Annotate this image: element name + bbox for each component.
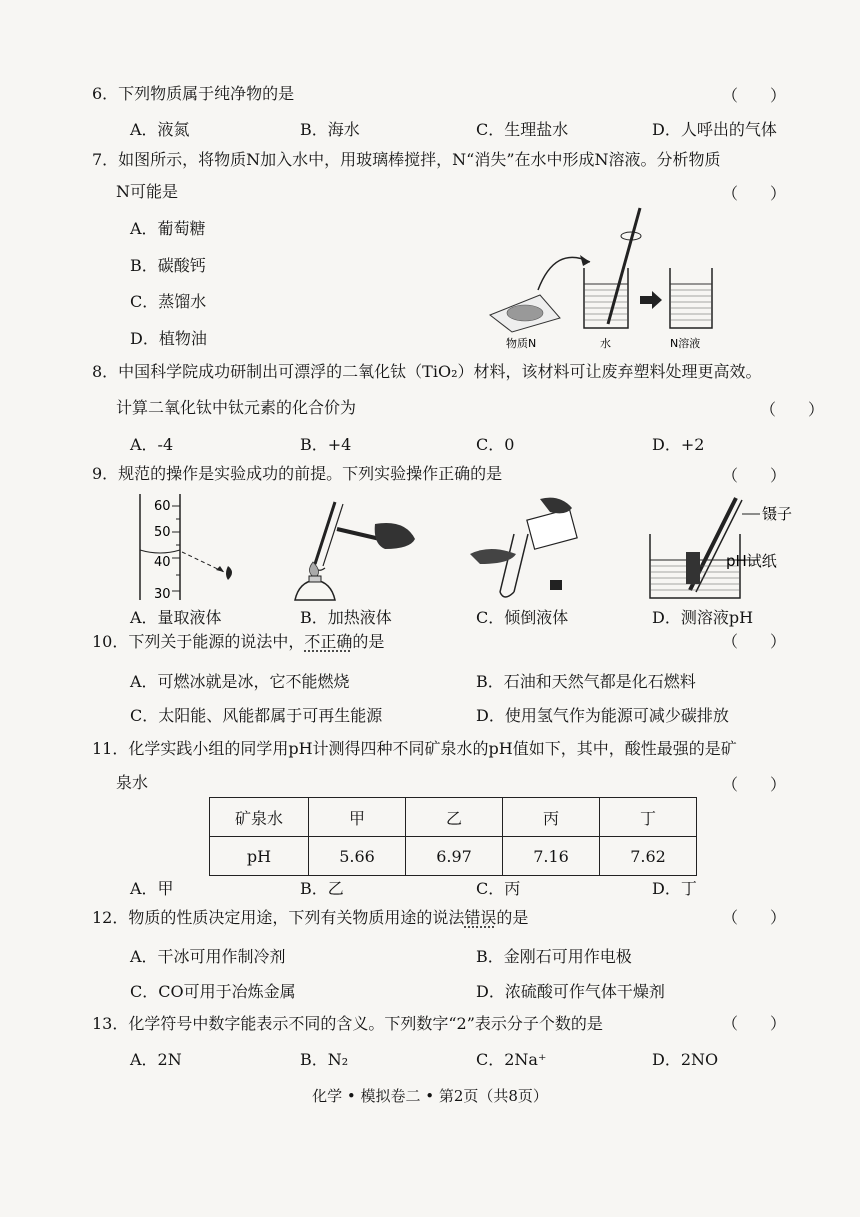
question-8-option-d: D．+2	[652, 435, 705, 454]
question-7-answer-blank: （ ）	[722, 184, 787, 203]
ph-table-header-cell: 甲	[309, 798, 406, 837]
ph-table-cell: pH	[210, 837, 309, 876]
question-8-option-a: A．-4	[130, 435, 174, 454]
question-12-stem-post: 的是	[496, 908, 529, 927]
question-10-option-d: D．使用氢气作为能源可减少碳排放	[476, 706, 729, 725]
question-13-option-d: D．2NO	[652, 1050, 719, 1069]
question-9-option-c: C．倾倒液体	[476, 608, 569, 627]
question-7-option-d: D．植物油	[130, 329, 207, 348]
tick-30: 30	[154, 587, 171, 602]
question-12-option-c: C．CO可用于冶炼金属	[130, 982, 296, 1001]
ph-table-header-cell: 丁	[600, 798, 697, 837]
question-13-option-a: A．2N	[130, 1050, 182, 1069]
question-6-stem: 6．下列物质属于纯净物的是	[92, 84, 295, 103]
pouring-liquid-figure	[460, 494, 600, 604]
question-8-stem-line1: 8．中国科学院成功研制出可漂浮的二氧化钛（TiO₂）材料，该材料可让废弃塑料处理更高效。	[92, 362, 762, 381]
question-6-option-a: A．液氮	[130, 120, 190, 139]
question-6-option-b: B．海水	[300, 120, 360, 139]
question-10-option-a: A．可燃冰就是冰，它不能燃烧	[130, 672, 350, 691]
question-10-stem-pre: 10．下列关于能源的说法中，	[92, 632, 305, 651]
ph-table-cell: 7.62	[600, 837, 697, 876]
question-7-option-c: C．蒸馏水	[130, 292, 207, 311]
question-10-answer-blank: （ ）	[722, 632, 787, 651]
question-12-stem-emphasis: 错误	[464, 908, 497, 927]
question-12-option-a: A．干冰可用作制冷剂	[130, 947, 286, 966]
question-7-stem-line2: N可能是	[116, 182, 179, 201]
question-11-stem-line1: 11．化学实践小组的同学用pH计测得四种不同矿泉水的pH值如下，其中，酸性最强的是矿	[92, 739, 737, 758]
question-13-stem: 13．化学符号中数字能表示不同的含义。下列数字“2”表示分子个数的是	[92, 1014, 603, 1033]
question-10-stem-emphasis: 不正确	[304, 632, 353, 651]
question-7-option-b: B．碳酸钙	[130, 256, 206, 275]
question-11-stem-line2: 泉水	[116, 773, 149, 792]
label-n-solution: N溶液	[670, 337, 701, 350]
graduated-cylinder-figure	[130, 494, 250, 604]
question-6-option-c: C．生理盐水	[476, 120, 569, 139]
ph-table-cell: 5.66	[309, 837, 406, 876]
question-12-stem-pre: 12．物质的性质决定用途，下列有关物质用途的说法	[92, 908, 465, 927]
heating-liquid-figure	[285, 494, 445, 604]
tick-50: 50	[154, 525, 171, 540]
question-13-option-c: C．2Na⁺	[476, 1050, 547, 1069]
question-10-stem	[92, 631, 384, 653]
ph-table-header-cell: 矿泉水	[210, 798, 309, 837]
question-9-option-d: D．测溶液pH	[652, 608, 754, 627]
question-6-answer-blank: （ ）	[722, 86, 787, 105]
question-13-answer-blank: （ ）	[722, 1014, 787, 1033]
label-water: 水	[600, 337, 611, 350]
question-7-option-a: A．葡萄糖	[130, 219, 206, 238]
question-10-stem-post: 的是	[352, 632, 385, 651]
question-9-option-b: B．加热液体	[300, 608, 392, 627]
label-ph-paper: pH试纸	[726, 552, 777, 570]
question-11-answer-blank: （ ）	[722, 775, 787, 794]
ph-test-figure	[630, 494, 800, 604]
question-11-option-d: D．丁	[652, 879, 697, 898]
question-8-option-b: B．+4	[300, 435, 352, 454]
label-substance-n: 物质N	[506, 337, 537, 350]
ph-table	[209, 797, 697, 876]
question-9-option-a: A．量取液体	[130, 608, 222, 627]
question-10-option-b: B．石油和天然气都是化石燃料	[476, 672, 696, 691]
question-9-stem: 9．规范的操作是实验成功的前提。下列实验操作正确的是	[92, 464, 503, 483]
ph-table-value-row	[210, 837, 697, 876]
label-tweezers: 镊子	[762, 505, 793, 523]
ph-table-header-cell: 丙	[503, 798, 600, 837]
dissolving-figure	[480, 200, 730, 355]
ph-table-cell: 7.16	[503, 837, 600, 876]
question-11-option-a: A．甲	[130, 879, 174, 898]
question-13-option-b: B．N₂	[300, 1050, 349, 1069]
ph-table-cell: 6.97	[406, 837, 503, 876]
question-8-option-c: C．0	[476, 435, 515, 454]
question-12-option-d: D．浓硫酸可作气体干燥剂	[476, 982, 665, 1001]
ph-table-header-cell: 乙	[406, 798, 503, 837]
question-11-option-c: C．丙	[476, 879, 521, 898]
question-7-stem-line1: 7．如图所示，将物质N加入水中，用玻璃棒搅拌，N“消失”在水中形成N溶液。分析物质	[92, 150, 721, 169]
ph-table-header-row	[210, 798, 697, 837]
question-9-answer-blank: （ ）	[722, 466, 787, 485]
question-12-answer-blank: （ ）	[722, 908, 787, 927]
question-8-stem-line2: 计算二氧化钛中钛元素的化合价为	[116, 398, 357, 417]
tick-60: 60	[154, 499, 171, 514]
question-6-option-d: D．人呼出的气体	[652, 120, 777, 139]
question-8-answer-blank: （ ）	[760, 400, 825, 419]
question-12-option-b: B．金刚石可用作电极	[476, 947, 632, 966]
tick-40: 40	[154, 555, 171, 570]
question-12-stem	[92, 907, 528, 929]
page-footer: 化学 • 模拟卷二 • 第2页（共8页）	[312, 1087, 548, 1105]
question-10-option-c: C．太阳能、风能都属于可再生能源	[130, 706, 383, 725]
question-11-option-b: B．乙	[300, 879, 344, 898]
